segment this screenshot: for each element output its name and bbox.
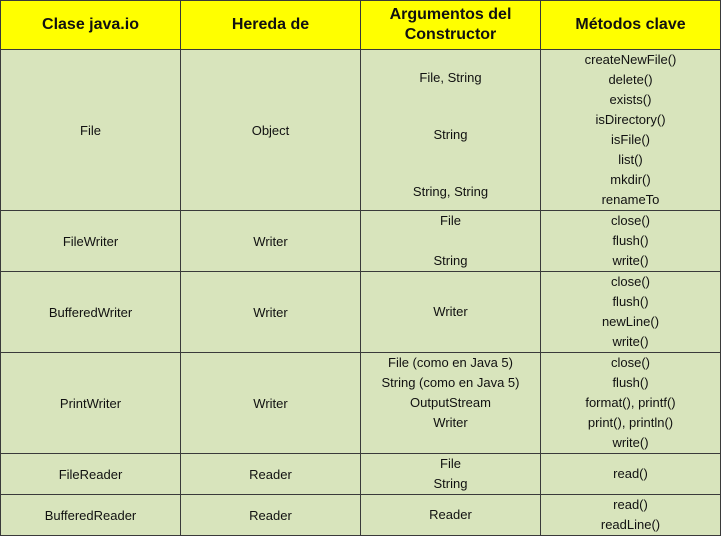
cell-argumentos	[361, 211, 541, 272]
cell-metodos	[541, 50, 721, 211]
cell-metodos	[541, 211, 721, 272]
cell-argumentos	[361, 454, 541, 495]
method-item: list()	[618, 152, 643, 167]
method-item: read()	[613, 497, 648, 512]
cell-hereda: Writer	[181, 272, 361, 353]
method-item: flush()	[612, 375, 649, 390]
header-argumentos	[361, 1, 541, 50]
method-item: createNewFile()	[584, 52, 677, 67]
cell-clase: FileReader	[1, 454, 181, 495]
arg-item: String	[433, 127, 468, 142]
cell-metodos	[541, 454, 721, 495]
method-item: write()	[612, 253, 649, 268]
table-row-bufferedwriter	[1, 272, 721, 353]
cell-clase: BufferedReader	[1, 495, 181, 536]
header-argumentos-line2: Constructor	[404, 26, 497, 43]
method-item: write()	[612, 334, 649, 349]
cell-argumentos	[361, 272, 541, 353]
table-row-file	[1, 50, 721, 211]
method-item: print(), println()	[587, 415, 674, 430]
method-item: format(), printf()	[585, 395, 676, 410]
method-item: close()	[610, 213, 650, 228]
method-item: readLine()	[600, 517, 661, 532]
method-item: write()	[612, 435, 649, 450]
cell-hereda: Object	[181, 50, 361, 211]
method-item: flush()	[612, 233, 649, 248]
table-row-bufferedreader	[1, 495, 721, 536]
table-row-filereader	[1, 454, 721, 495]
cell-argumentos	[361, 50, 541, 211]
arg-item: OutputStream	[410, 395, 491, 410]
cell-clase: BufferedWriter	[1, 272, 181, 353]
table-row-printwriter	[1, 353, 721, 454]
arg-item: File, String	[419, 70, 482, 85]
method-item: isDirectory()	[595, 112, 666, 127]
cell-metodos	[541, 272, 721, 353]
cell-hereda: Reader	[181, 454, 361, 495]
method-item: newLine()	[601, 314, 660, 329]
arg-item: String, String	[412, 184, 489, 199]
cell-metodos	[541, 495, 721, 536]
arg-item: String	[433, 253, 468, 268]
cell-metodos	[541, 353, 721, 454]
arg-item: Writer	[433, 415, 468, 430]
method-item: exists()	[609, 92, 652, 107]
cell-clase: PrintWriter	[1, 353, 181, 454]
cell-hereda: Writer	[181, 353, 361, 454]
method-item: renameTo	[601, 192, 660, 207]
header-row	[1, 1, 721, 50]
arg-item: Reader	[429, 507, 472, 522]
arg-item: Writer	[433, 304, 468, 319]
cell-hereda: Reader	[181, 495, 361, 536]
arg-item: String	[433, 476, 468, 491]
cell-hereda: Writer	[181, 211, 361, 272]
arg-item: File (como en Java 5)	[388, 355, 513, 370]
cell-clase: File	[1, 50, 181, 211]
method-item: isFile()	[611, 132, 650, 147]
method-item: read()	[613, 466, 648, 481]
header-metodos: Métodos clave	[541, 1, 721, 50]
arg-item: File	[440, 213, 461, 228]
arg-item: String (como en Java 5)	[381, 375, 520, 390]
arg-item: File	[440, 456, 461, 471]
cell-argumentos	[361, 495, 541, 536]
method-item: close()	[610, 355, 650, 370]
method-item: close()	[610, 274, 650, 289]
table-row-filewriter	[1, 211, 721, 272]
header-hereda: Hereda de	[181, 1, 361, 50]
cell-clase: FileWriter	[1, 211, 181, 272]
cell-argumentos	[361, 353, 541, 454]
header-clase: Clase java.io	[1, 1, 181, 50]
header-argumentos-line1: Argumentos del	[389, 6, 512, 23]
method-item: delete()	[608, 72, 653, 87]
method-item: mkdir()	[610, 172, 651, 187]
method-item: flush()	[612, 294, 649, 309]
